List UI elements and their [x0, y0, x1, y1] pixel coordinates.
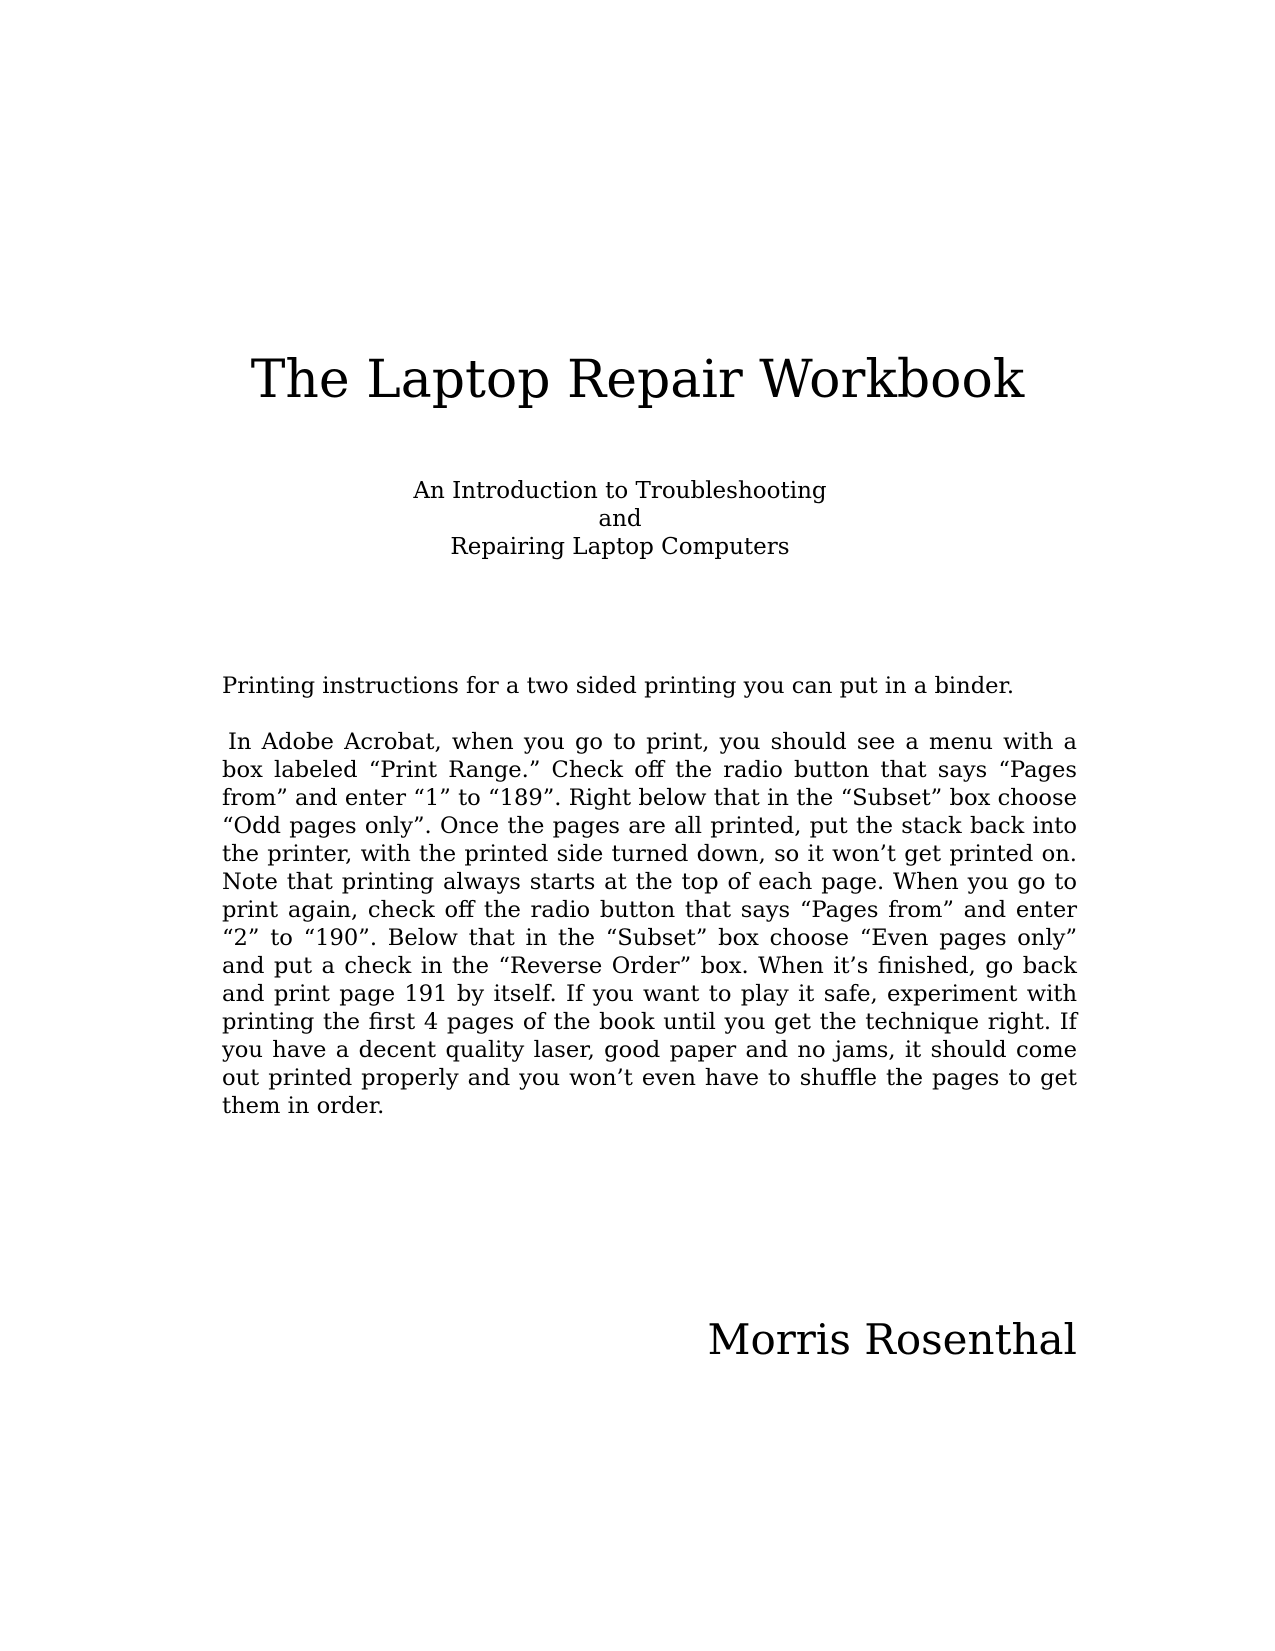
- document-subtitle: [390, 477, 850, 561]
- subtitle-line-1: An Introduction to Troubleshooting and: [413, 478, 827, 532]
- author-name: Morris Rosenthal: [707, 1315, 1077, 1364]
- instructions-paragraph: In Adobe Acrobat, when you go to print, you should see a menu with a box labeled “Print Range.” Check off the radio button that says “Pages from” and enter “1” to “189”. Right below that in the “Subset” box choose “Odd pages only”. Once the pages are all printed, put the stack back into the printer, with the printed side turned down, so it won’t get printed on. Note that printing always starts at the top of each page. When you go to print again, check off the radio button that says “Pages from” and enter “2” to “190”. Below that in the “Subset” box choose “Even pages only” and put a check in the “Reverse Order” box. When it’s finished, go back and print page 191 by itself. If you want to play it safe, experiment with printing the first 4 pages of the book until you get the technique right. If you have a decent quality laser, good paper and no jams, it should come out printed properly and you won’t even have to shuffle the pages to get them in order.: [222, 729, 1077, 1119]
- printing-instructions: [222, 672, 1077, 1120]
- intro-paragraph: Printing instructions for a two sided printing you can put in a binder.: [222, 673, 1015, 699]
- document-title: The Laptop Repair Workbook: [250, 350, 1025, 410]
- subtitle-line-2: Repairing Laptop Computers: [450, 534, 790, 560]
